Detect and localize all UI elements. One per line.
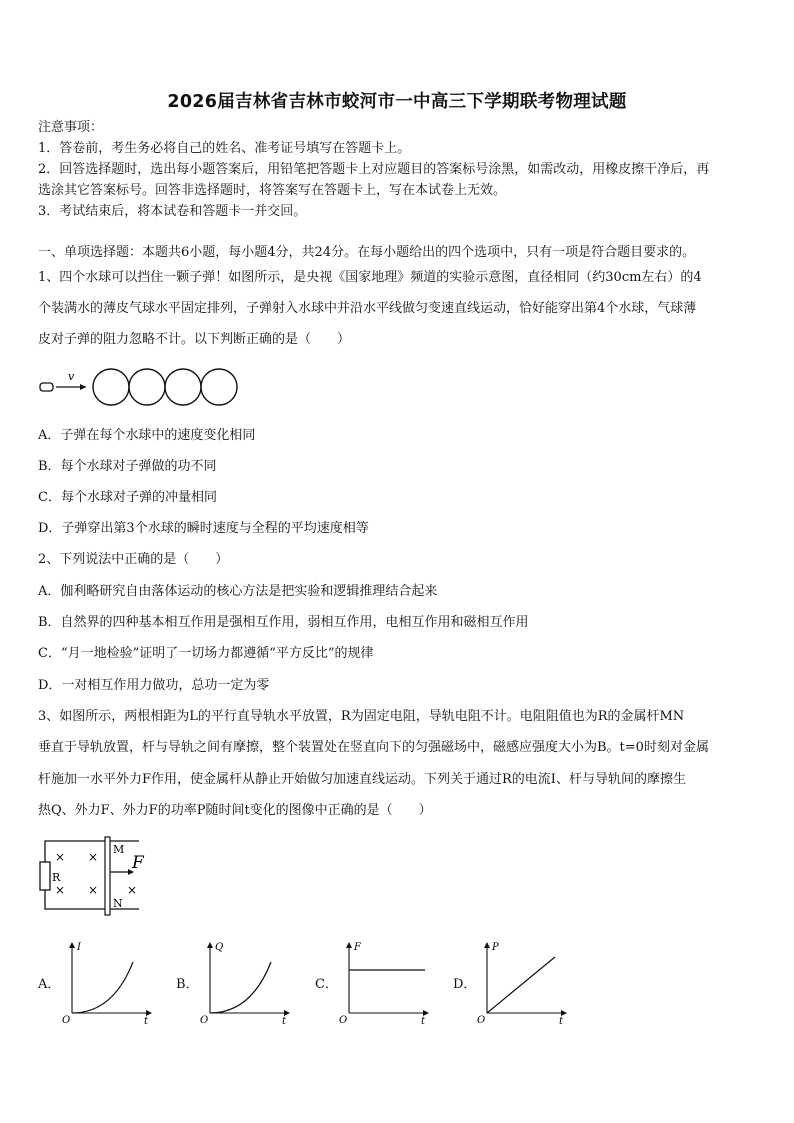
graph-b-origin: O [200,1015,209,1024]
notice-item-3: 3．考试结束后，将本试卷和答题卡一并交回。 [38,204,307,219]
graph-a-curve [72,962,133,1013]
metal-rod [105,837,110,915]
graph-b-xlabel: t [282,1016,287,1024]
bullet-icon [40,383,53,391]
field-cross-1: × [55,850,66,864]
q1-stem-line-3: 皮对子弹的阻力忽略不计。以下判断正确的是（ ） [38,332,351,347]
rod-label-m: M [113,843,125,856]
notice-heading: 注意事项： [38,120,104,135]
graph-c-xlabel: t [421,1016,426,1024]
graph-a-ylabel: I [77,942,81,953]
q1-option-a: A．子弹在每个水球中的速度变化相同 [38,428,256,443]
graph-c-ylabel: F [354,942,361,953]
graph-d-ylabel: P [492,942,499,953]
notice-item-2-cont: 选涂其它答案标号。回答非选择题时，将答案写在答题卡上，写在本试卷上无效。 [38,183,507,198]
q3-graph-a [58,939,158,1024]
q3-option-c-label: C． [315,977,338,992]
q3-graph-b [196,939,296,1024]
graph-b-ylabel: Q [215,942,224,953]
graph-a-xlabel: t [144,1016,149,1024]
q3-stem-line-3: 杆施加一水平外力F作用，使金属杆从静止开始做匀加速直线运动。下列关于通过R的电流I、杆与导轨间的摩擦生 [38,772,686,787]
resistor-label: R [52,871,61,884]
exam-title: 2026届吉林省吉林市蛟河市一中高三下学期联考物理试题 [167,92,627,112]
q1-option-c: C．每个水球对子弹的冲量相同 [38,490,217,505]
water-ball-4 [201,369,237,405]
graph-d-line [487,957,555,1013]
q2-stem: 2、下列说法中正确的是（ ） [38,552,229,567]
q3-option-d-label: D． [453,977,477,992]
graph-a-origin: O [62,1015,71,1024]
q3-stem-line-4: 热Q、外力F、外力F的功率P随时间t变化的图像中正确的是（ ） [38,803,432,818]
q3-circuit-figure [36,836,160,916]
force-label: F [132,853,144,873]
field-cross-2: × [88,850,99,864]
q3-option-a-label: A． [38,977,61,992]
section-heading: 一、单项选择题：本题共6小题，每小题4分，共24分。在每小题给出的四个选项中，只有一项是符合题目要求的。 [38,245,696,260]
q3-stem-line-1: 3、如图所示，两根相距为L的平行直导轨水平放置，R为固定电阻，导轨电阻不计。电阻阻值也为R的金属杆MN [38,709,685,724]
graph-b-curve [210,962,271,1013]
q3-stem-line-2: 垂直于导轨放置，杆与导轨之间有摩擦，整个装置处在竖直向下的匀强磁场中，磁感应强度大小为B。t=0时刻对金属 [38,740,709,755]
water-ball-1 [93,369,129,405]
water-ball-2 [129,369,165,405]
velocity-label: v [68,370,75,383]
field-cross-3: × [55,883,66,897]
q2-option-d: D．一对相互作用力做功，总功一定为零 [38,678,270,693]
q3-graph-c [335,939,435,1024]
q1-option-d: D．子弹穿出第3个水球的瞬时速度与全程的平均速度相等 [38,521,369,536]
q1-option-b: B．每个水球对子弹做的功不同 [38,459,217,474]
q1-water-balls-figure [36,366,241,410]
q3-graph-d [473,939,573,1024]
water-ball-3 [165,369,201,405]
q1-stem-line-1: 1、四个水球可以挡住一颗子弹！如图所示，是央视《国家地理》频道的实验示意图，直径相同（约30cm左右）的4 [38,270,702,285]
q3-option-b-label: B． [176,977,199,992]
q2-option-c: C．“月一地检验”证明了一切场力都遵循“平方反比”的规律 [38,646,374,661]
graph-d-origin: O [477,1015,486,1024]
q1-stem-line-2: 个装满水的薄皮气球水平固定排列，子弹射入水球中并沿水平线做匀变速直线运动，恰好能穿出第4个水球，气球薄 [38,301,697,316]
graph-c-origin: O [339,1015,348,1024]
rod-label-n: N [113,897,123,910]
q2-option-a: A．伽利略研究自由落体运动的核心方法是把实验和逻辑推理结合起来 [38,584,438,599]
field-cross-4: × [88,883,99,897]
graph-d-xlabel: t [559,1016,564,1024]
q2-option-b: B．自然界的四种基本相互作用是强相互作用，弱相互作用，电相互作用和磁相互作用 [38,615,529,630]
resistor [40,862,50,890]
notice-item-1: 1．答卷前，考生务必将自己的姓名、准考证号填写在答题卡上。 [38,141,411,156]
notice-item-2: 2．回答选择题时，选出每小题答案后，用铅笔把答题卡上对应题目的答案标号涂黑，如需改动，用橡皮擦干净后，再 [38,162,710,177]
field-cross-5: × [127,883,138,897]
